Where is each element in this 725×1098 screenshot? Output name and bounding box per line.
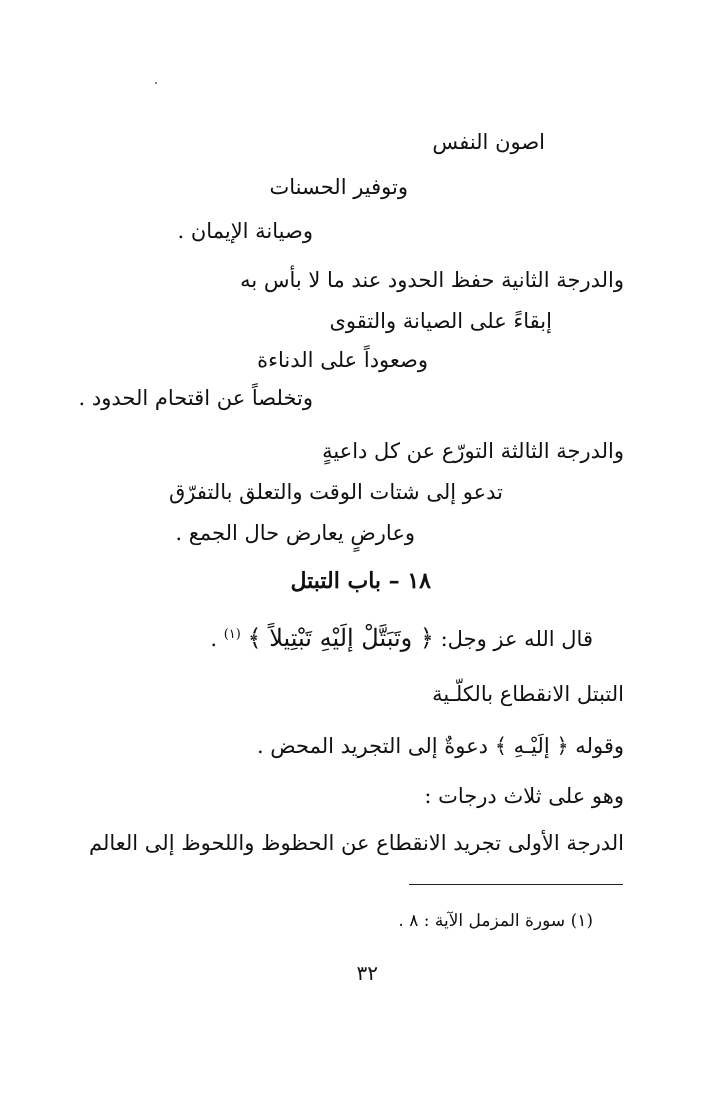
- text-line: وصيانة الإيمان .: [177, 219, 313, 243]
- text-line: والدرجة الثالثة التورّع عن كل داعيةٍ: [322, 439, 624, 463]
- text-line: تدعو إلى شتات الوقت والتعلق بالتفرّق: [169, 480, 503, 504]
- footnote-ref: (١): [223, 627, 241, 642]
- text-line: الدرجة الأولى تجريد الانقطاع عن الحظوظ واللحوظ إلى العالم: [88, 831, 624, 855]
- verse-intro: قال الله عز وجل:: [440, 627, 593, 651]
- verse-line: [210, 618, 593, 656]
- page-number: ٣٢: [356, 961, 378, 985]
- text-line: التبتل الانقطاع بالكلّـية: [432, 682, 624, 706]
- chapter-heading: ١٨ – باب التبتل: [290, 568, 431, 594]
- text-line: وتخلصاً عن اقتحام الحدود .: [78, 386, 313, 410]
- text-line: اصون النفس: [432, 130, 545, 154]
- footnote-rule: [409, 884, 623, 885]
- text-line: وعارضٍ يعارض حال الجمع .: [175, 521, 415, 545]
- text-line: وتوفير الحسنات: [269, 175, 408, 199]
- quran-verse: ﴿ وتَبَتَّلْ إلَيْهِ تَبْتِيلاً ﴾: [247, 624, 434, 652]
- text-line: وقوله ﴿ إلَيْـهِ ﴾ دعوةٌ إلى التجريد المحض .: [256, 734, 624, 758]
- text-line: والدرجة الثانية حفظ الحدود عند ما لا بأس به: [240, 268, 624, 292]
- text-line: وهو على ثلاث درجات :: [424, 784, 624, 808]
- verse-end: .: [210, 627, 218, 651]
- text-line: وصعوداً على الدناءة: [257, 348, 428, 372]
- text-line: إبقاءً على الصيانة والتقوى: [329, 309, 552, 333]
- footnote: (١) سورة المزمل الآية : ٨ .: [398, 911, 593, 931]
- speck: [155, 82, 157, 84]
